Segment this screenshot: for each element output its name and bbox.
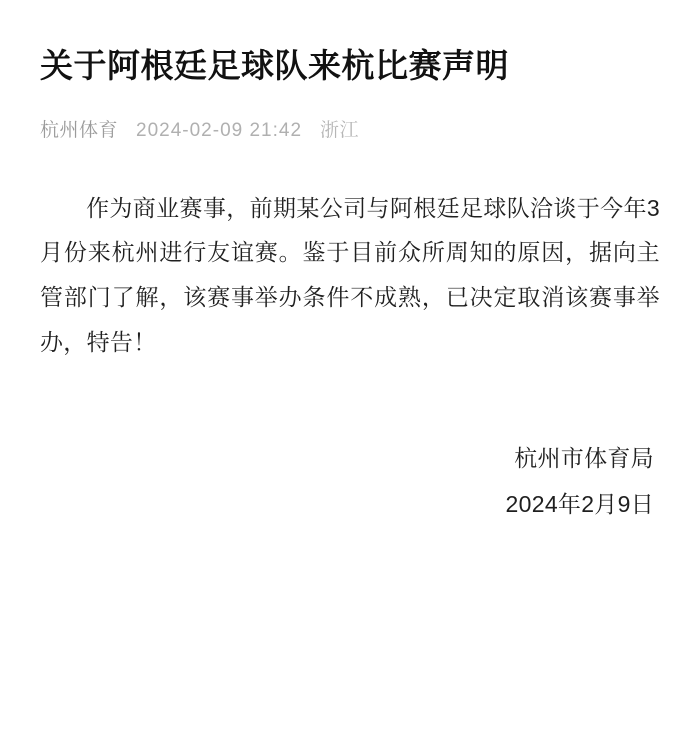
- article-timestamp: 2024-02-09 21:42: [136, 119, 303, 141]
- article-region: 浙江: [320, 119, 360, 141]
- article-signature: [40, 435, 660, 527]
- page-title: 关于阿根廷足球队来杭比赛声明: [40, 47, 509, 84]
- article-source: 杭州体育: [40, 119, 119, 141]
- article-meta: [40, 115, 660, 142]
- signature-organization: 杭州市体育局: [514, 444, 654, 471]
- signature-date: 2024年2月9日: [505, 490, 654, 517]
- paragraph-text: 作为商业赛事，前期某公司与阿根廷足球队洽谈于今年3月份来杭州进行友谊赛。鉴于目前众所周知的原因，据向主管部门了解，该赛事举办条件不成熟，已决定取消该赛事举办，特告！: [40, 194, 660, 356]
- article-body-paragraph: [40, 186, 660, 365]
